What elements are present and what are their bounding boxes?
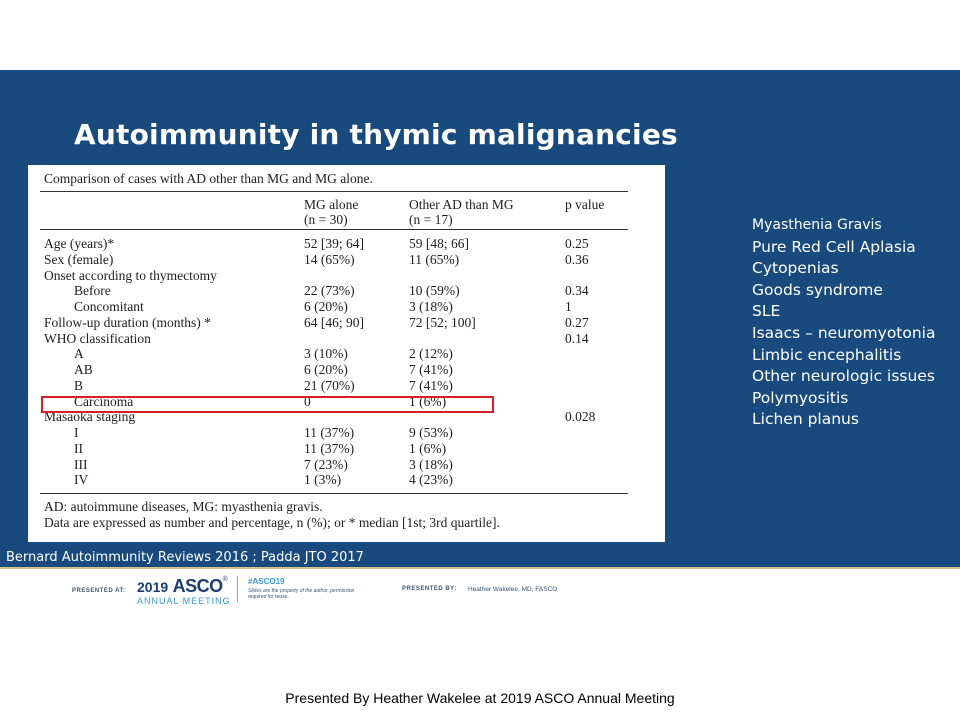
column-header-p-value bbox=[565, 197, 604, 212]
cell-other-ad: 1 (6%) bbox=[409, 440, 447, 456]
condition-item: Cytopenias bbox=[752, 259, 839, 278]
cell-mg-alone: 7 (23%) bbox=[304, 456, 348, 472]
bottom-caption: Presented By Heather Wakelee at 2019 ASCO Annual Meeting bbox=[285, 690, 675, 706]
cell-other-ad: 72 [52; 100] bbox=[409, 314, 476, 330]
cell-p-value: 0.27 bbox=[565, 314, 589, 330]
row-label: Before bbox=[74, 283, 111, 299]
table-row bbox=[28, 283, 665, 299]
reuse-note: Slides are the property of the author, permission required for reuse. bbox=[248, 588, 355, 600]
row-label: Follow-up duration (months) * bbox=[44, 314, 211, 330]
presented-at-label: PRESENTED AT: bbox=[72, 588, 126, 594]
table-row bbox=[28, 346, 665, 362]
condition-item: Goods syndrome bbox=[752, 280, 883, 299]
column-header-other-ad bbox=[409, 197, 514, 227]
asco-name: ASCO bbox=[172, 576, 223, 596]
cell-other-ad: 3 (18%) bbox=[409, 456, 453, 472]
row-label: Masaoka staging bbox=[44, 409, 136, 425]
cell-mg-alone: 11 (37%) bbox=[304, 425, 355, 440]
footer-divider bbox=[237, 576, 238, 602]
table-row bbox=[28, 362, 665, 378]
cell-other-ad: 10 (59%) bbox=[409, 283, 460, 299]
condition-item: Isaacs – neuromyotonia bbox=[752, 323, 936, 342]
row-label: I bbox=[74, 425, 79, 440]
table-row bbox=[28, 457, 665, 473]
cell-other-ad: 7 (41%) bbox=[409, 377, 453, 393]
comparison-table bbox=[28, 165, 665, 542]
asco-footer bbox=[0, 572, 960, 612]
cell-p-value: 0.028 bbox=[565, 409, 596, 425]
condition-item: Limbic encephalitis bbox=[752, 345, 902, 364]
cell-other-ad: 9 (53%) bbox=[409, 425, 453, 440]
autoimmune-conditions-list bbox=[752, 215, 936, 431]
cell-mg-alone: 11 (37%) bbox=[304, 440, 355, 456]
asco-annual-meeting: ANNUAL MEETING bbox=[137, 596, 231, 606]
table-footnote: AD: autoimmune diseases, MG: myasthenia gravis. bbox=[44, 499, 323, 514]
row-label: Concomitant bbox=[74, 299, 144, 314]
row-label: AB bbox=[74, 362, 93, 377]
slide-divider-line bbox=[0, 567, 960, 569]
asco-year: 2019 bbox=[137, 579, 169, 595]
cell-p-value: 0.34 bbox=[565, 283, 589, 299]
cell-mg-alone: 1 (3%) bbox=[304, 472, 342, 488]
table-top-rule bbox=[40, 191, 628, 192]
row-label: IV bbox=[74, 472, 89, 488]
cell-mg-alone: 3 (10%) bbox=[304, 346, 348, 362]
cell-mg-alone: 6 (20%) bbox=[304, 362, 348, 377]
table-row bbox=[28, 441, 665, 457]
registered-mark: ® bbox=[222, 576, 228, 583]
column-header-mg-alone bbox=[304, 197, 358, 227]
slide-title: Autoimmunity in thymic malignancies bbox=[74, 118, 678, 151]
presenter-name: Heather Wakelee, MD, FASCO bbox=[468, 586, 558, 593]
column-header-line: (n = 17) bbox=[409, 212, 453, 227]
cell-other-ad: 7 (41%) bbox=[409, 362, 453, 377]
cell-mg-alone: 64 [46; 90] bbox=[304, 314, 364, 330]
condition-item: SLE bbox=[752, 302, 781, 321]
cell-mg-alone: 0 bbox=[304, 393, 311, 409]
table-row bbox=[28, 315, 665, 331]
cell-p-value: 1 bbox=[565, 299, 572, 314]
table-row bbox=[28, 331, 665, 347]
table-caption: Comparison of cases with AD other than MG and MG alone. bbox=[44, 171, 373, 186]
cell-mg-alone: 52 [39; 64] bbox=[304, 236, 364, 251]
cell-mg-alone: 6 (20%) bbox=[304, 299, 348, 314]
carcinoma-highlight-box bbox=[41, 393, 494, 413]
condition-item: Pure Red Cell Aplasia bbox=[752, 237, 916, 256]
citation: Bernard Autoimmunity Reviews 2016 ; Padda JTO 2017 bbox=[6, 550, 364, 565]
cell-other-ad: 1 (6%) bbox=[409, 393, 447, 409]
cell-p-value: 0.36 bbox=[565, 251, 589, 267]
cell-mg-alone: 21 (70%) bbox=[304, 377, 355, 393]
table-row bbox=[28, 425, 665, 441]
table-footnote: Data are expressed as number and percentage, n (%); or * median [1st; 3rd quartile]. bbox=[44, 515, 500, 530]
row-label: A bbox=[74, 346, 84, 362]
cell-mg-alone: 22 (73%) bbox=[304, 283, 355, 299]
cell-p-value: 0.25 bbox=[565, 236, 589, 251]
table-row bbox=[28, 472, 665, 488]
row-label: Carcinoma bbox=[74, 393, 134, 409]
table-row bbox=[28, 299, 665, 315]
row-label: Onset according to thymectomy bbox=[44, 267, 217, 283]
table-row bbox=[28, 378, 665, 394]
hashtag: #ASCO19 bbox=[248, 577, 285, 586]
condition-item: Polymyositis bbox=[752, 388, 849, 407]
row-label: II bbox=[74, 440, 83, 456]
column-header-line: MG alone bbox=[304, 197, 359, 212]
cell-other-ad: 59 [48; 66] bbox=[409, 236, 469, 251]
table-row bbox=[28, 268, 665, 284]
column-header-line: p value bbox=[565, 197, 605, 212]
row-label: Sex (female) bbox=[44, 251, 114, 267]
row-label: III bbox=[74, 456, 88, 472]
row-label: WHO classification bbox=[44, 330, 151, 346]
cell-other-ad: 3 (18%) bbox=[409, 299, 453, 314]
cell-p-value: 0.14 bbox=[565, 330, 589, 346]
condition-item: Lichen planus bbox=[752, 410, 859, 429]
cell-other-ad: 2 (12%) bbox=[409, 346, 453, 362]
cell-other-ad: 4 (23%) bbox=[409, 472, 453, 488]
table-bottom-rule bbox=[40, 493, 628, 494]
row-label: Age (years)* bbox=[44, 236, 115, 251]
column-header-line: Other AD than MG bbox=[409, 197, 514, 212]
cell-mg-alone: 14 (65%) bbox=[304, 251, 355, 267]
table-header-rule bbox=[40, 229, 628, 230]
table-row bbox=[28, 252, 665, 268]
table-row bbox=[28, 236, 665, 252]
condition-item: Myasthenia Gravis bbox=[752, 217, 882, 233]
asco-logo bbox=[137, 576, 231, 606]
presented-by-label: PRESENTED BY: bbox=[402, 586, 457, 592]
cell-other-ad: 11 (65%) bbox=[409, 251, 460, 267]
column-header-line: (n = 30) bbox=[304, 212, 348, 227]
row-label: B bbox=[74, 377, 84, 393]
condition-item: Other neurologic issues bbox=[752, 367, 935, 386]
